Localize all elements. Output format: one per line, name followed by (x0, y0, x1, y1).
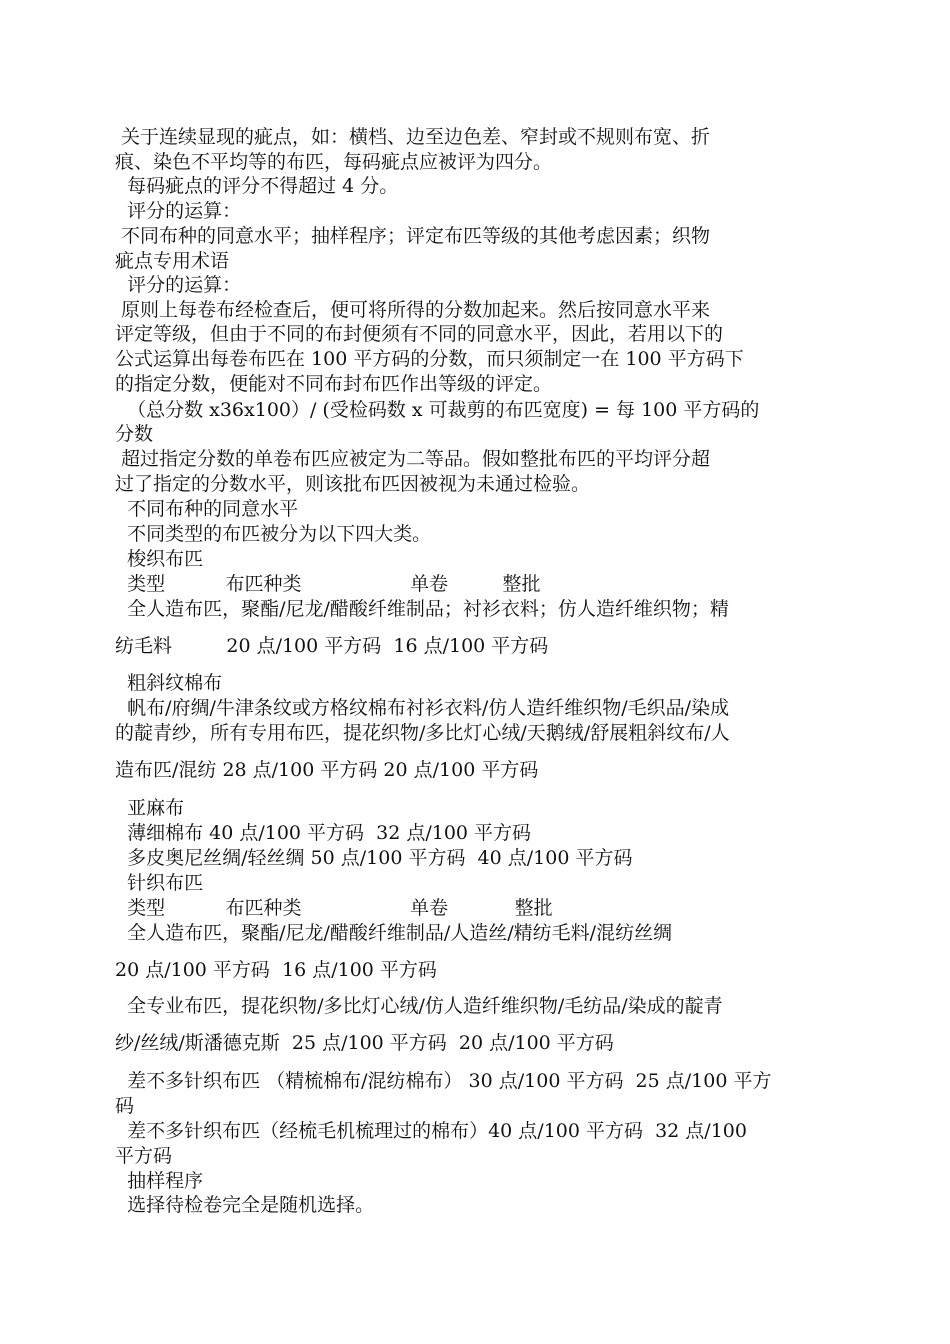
text-line: 抽样程序 (115, 1170, 204, 1192)
text-line: 疵点专用术语 (115, 250, 230, 272)
text-line: 纺毛料 20 点/100 平方码 16 点/100 平方码 (115, 635, 549, 657)
text-line: 纱/丝绒/斯潘德克斯 25 点/100 平方码 20 点/100 平方码 (115, 1032, 614, 1054)
text-line: 类型 布匹种类 单卷 整批 (115, 897, 553, 919)
text-line: 分数 (115, 423, 154, 445)
text-line: 码 (115, 1095, 135, 1117)
text-line: 的指定分数，便能对不同布封布匹作出等级的评定。 (115, 373, 553, 395)
text-line: 差不多针织布匹（经梳毛机梳理过的棉布）40 点/100 平方码 32 点/100 (115, 1120, 747, 1142)
text-line: 多皮奥尼丝绸/轻丝绸 50 点/100 平方码 40 点/100 平方码 (115, 847, 633, 869)
text-line: 造布匹/混纺 28 点/100 平方码 20 点/100 平方码 (115, 759, 539, 781)
text-line: 全人造布匹，聚酯/尼龙/醋酸纤维制品/人造丝/精纺毛料/混纺丝绸 (115, 922, 673, 944)
text-line: 粗斜纹棉布 (115, 672, 223, 694)
text-line: 平方码 (115, 1145, 173, 1167)
text-line: 全专业布匹，提花织物/多比灯心绒/仿人造纤维织物/毛纺品/染成的靛青 (115, 995, 723, 1017)
text-line: 不同类型的布匹被分为以下四大类。 (115, 523, 432, 545)
text-line: 关于连续显现的疵点，如：横档、边至边色差、窄封或不规则布宽、折 (115, 126, 711, 148)
text-line: 过了指定的分数水平，则该批布匹因被视为未通过检验。 (115, 473, 591, 495)
text-line: 20 点/100 平方码 16 点/100 平方码 (115, 959, 437, 981)
text-line: 公式运算出每卷布匹在 100 平方码的分数，而只须制定一在 100 平方码下 (115, 348, 744, 370)
text-line: 亚麻布 (115, 797, 185, 819)
text-line: 原则上每卷布经检查后，便可将所得的分数加起来。然后按同意水平来 (115, 299, 711, 321)
text-line: 评定等级，但由于不同的布封便须有不同的同意水平，因此，若用以下的 (115, 323, 724, 345)
text-line: 评分的运算： (115, 274, 242, 296)
text-line: 的靛青纱，所有专用布匹，提花织物/多比灯心绒/天鹅绒/舒展粗斜纹布/人 (115, 722, 730, 744)
text-line: 梭织布匹 (115, 548, 204, 570)
text-line: 痕、染色不平均等的布匹，每码疵点应被评为四分。 (115, 151, 553, 173)
text-line: 类型 布匹种类 单卷 整批 (115, 573, 541, 595)
text-line: 选择待检卷完全是随机选择。 (115, 1194, 375, 1216)
text-line: 全人造布匹，聚酯/尼龙/醋酸纤维制品；衬衫衣料；仿人造纤维织物；精 (115, 598, 729, 620)
text-line: 不同布种的同意水平 (115, 498, 299, 520)
text-line: 评分的运算： (115, 200, 242, 222)
text-line: 差不多针织布匹 （精梳棉布/混纺棉布） 30 点/100 平方码 25 点/100 平方 (115, 1070, 772, 1092)
text-line: 针织布匹 (115, 872, 204, 894)
text-line: 薄细棉布 40 点/100 平方码 32 点/100 平方码 (115, 822, 532, 844)
text-line: 帆布/府绸/牛津条纹或方格纹棉布衬衫衣料/仿人造纤维织物/毛织品/染成 (115, 697, 730, 719)
text-line: （总分数 x36x100）/ (受检码数 x 可裁剪的布匹宽度) = 每 100 平方码的 (115, 399, 760, 421)
text-line: 每码疵点的评分不得超过 4 分。 (115, 175, 399, 197)
text-line: 超过指定分数的单卷布匹应被定为二等品。假如整批布匹的平均评分超 (115, 448, 711, 470)
text-line: 不同布种的同意水平；抽样程序；评定布匹等级的其他考虑因素；织物 (115, 225, 711, 247)
